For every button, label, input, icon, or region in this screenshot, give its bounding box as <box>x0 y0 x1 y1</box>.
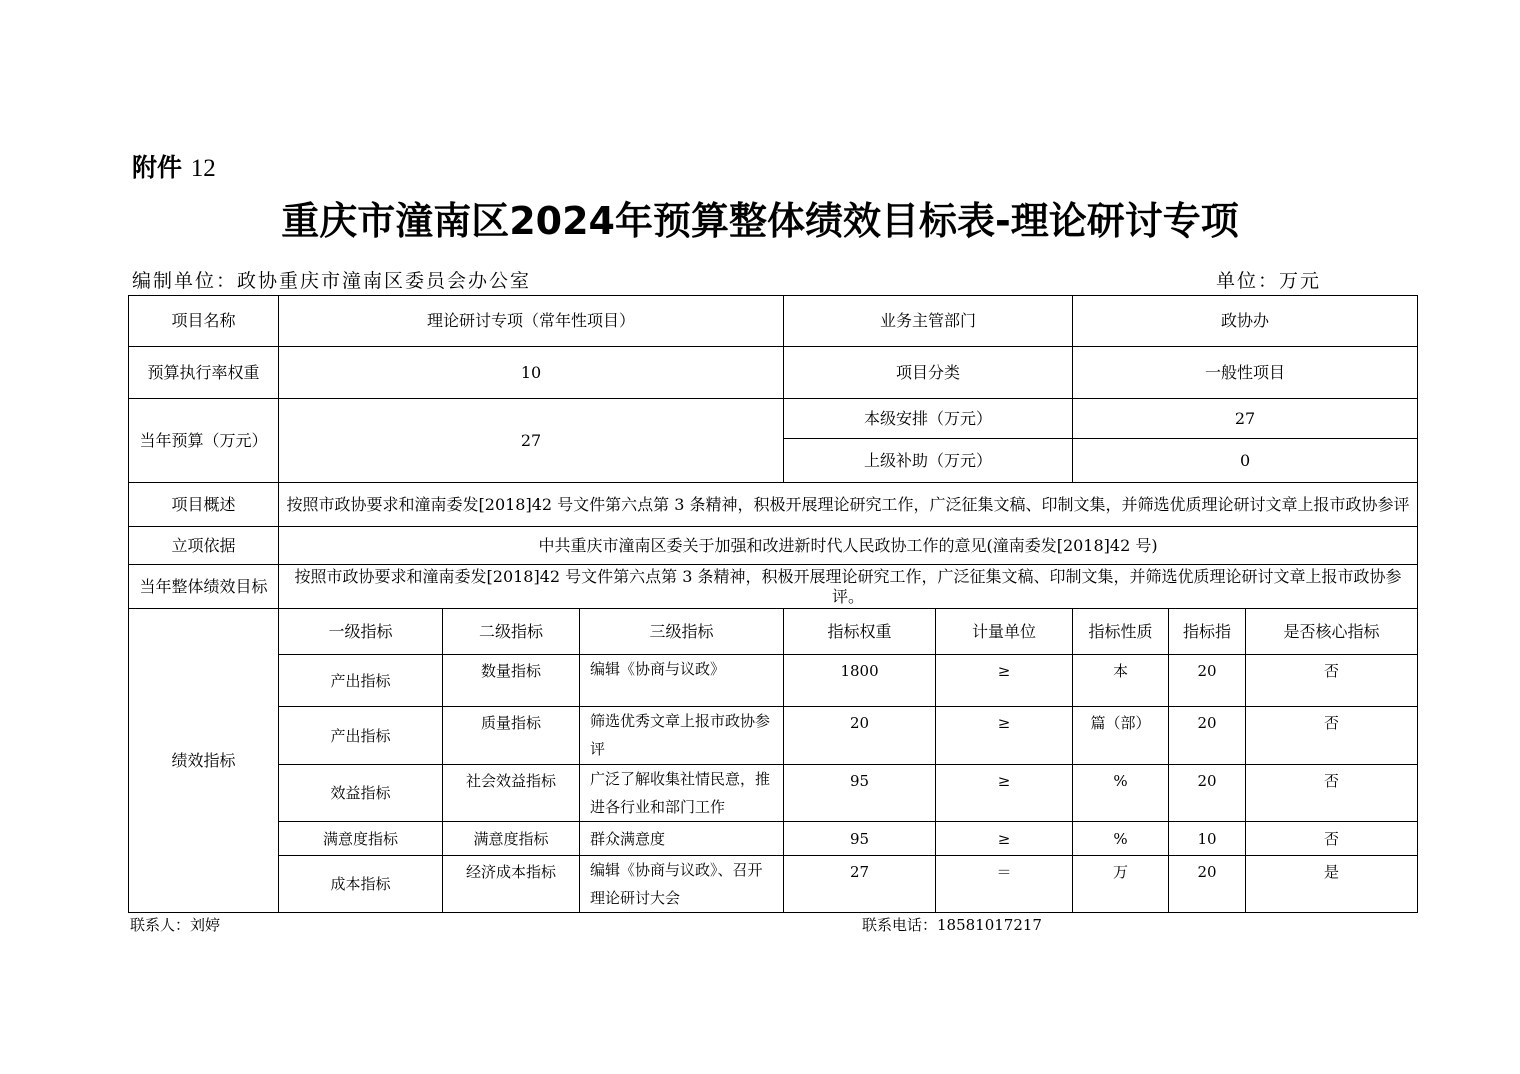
indicator-value: 20 <box>1169 655 1246 707</box>
dept-label: 业务主管部门 <box>784 296 1073 347</box>
l1-indicator: 满意度指标 <box>279 822 443 856</box>
superior-value: 0 <box>1073 439 1418 483</box>
perf-header: 计量单位 <box>936 609 1073 655</box>
perf-header: 指标权重 <box>784 609 936 655</box>
indicator-nature: 本 <box>1073 655 1169 707</box>
perf-header: 指标指 <box>1169 609 1246 655</box>
l2-indicator: 质量指标 <box>443 707 580 765</box>
l2-indicator: 满意度指标 <box>443 822 580 856</box>
table-row <box>129 707 1418 765</box>
perf-header: 三级指标 <box>580 609 784 655</box>
l1-indicator: 产出指标 <box>279 707 443 765</box>
table-row <box>129 856 1418 913</box>
indicator-weight: 27 <box>784 856 936 913</box>
l2-indicator: 数量指标 <box>443 655 580 707</box>
goal-label: 当年整体绩效目标 <box>129 565 279 609</box>
measure-unit: ≥ <box>936 822 1073 856</box>
perf-header: 二级指标 <box>443 609 580 655</box>
indicator-nature: 万 <box>1073 856 1169 913</box>
measure-unit: ≥ <box>936 707 1073 765</box>
core-indicator: 否 <box>1246 655 1418 707</box>
indicator-value: 20 <box>1169 765 1246 822</box>
basis-value: 中共重庆市潼南区委关于加强和改进新时代人民政协工作的意见(潼南委发[2018]42 号) <box>279 527 1418 565</box>
core-indicator: 否 <box>1246 765 1418 822</box>
goal-value: 按照市政协要求和潼南委发[2018]42 号文件第六点第 3 条精神，积极开展理论研究工作，广泛征集文稿、印制文集，并筛选优质理论研讨文章上报市政协参评。 <box>279 565 1418 609</box>
l3-indicator: 群众满意度 <box>580 822 784 856</box>
indicator-nature: % <box>1073 822 1169 856</box>
superior-label: 上级补助（万元） <box>784 439 1073 483</box>
table-row <box>129 655 1418 707</box>
overview-value: 按照市政协要求和潼南委发[2018]42 号文件第六点第 3 条精神，积极开展理论研究工作，广泛征集文稿、印制文集，并筛选优质理论研讨文章上报市政协参评 <box>279 483 1418 527</box>
annex-label: 附件 12 <box>132 153 216 182</box>
core-indicator: 否 <box>1246 822 1418 856</box>
l3-indicator: 编辑《协商与议政》、召开理论研讨大会 <box>580 856 784 913</box>
project-name-label: 项目名称 <box>129 296 279 347</box>
budget-weight-value: 10 <box>279 347 784 399</box>
project-name-value: 理论研讨专项（常年性项目） <box>279 296 784 347</box>
indicator-value: 20 <box>1169 707 1246 765</box>
contact-phone: 联系电话：18581017217 <box>862 916 1042 934</box>
indicator-nature: % <box>1073 765 1169 822</box>
category-label: 项目分类 <box>784 347 1073 399</box>
currency-unit: 单位：万元 <box>1216 270 1322 292</box>
l3-indicator: 筛选优秀文章上报市政协参评 <box>580 707 784 765</box>
indicator-weight: 20 <box>784 707 936 765</box>
l1-indicator: 成本指标 <box>279 856 443 913</box>
perf-header: 是否核心指标 <box>1246 609 1418 655</box>
measure-unit: ＝ <box>936 856 1073 913</box>
indicator-weight: 1800 <box>784 655 936 707</box>
l2-indicator: 经济成本指标 <box>443 856 580 913</box>
measure-unit: ≥ <box>936 765 1073 822</box>
table-row <box>129 822 1418 856</box>
indicator-nature: 篇（部） <box>1073 707 1169 765</box>
l1-indicator: 效益指标 <box>279 765 443 822</box>
perf-header: 指标性质 <box>1073 609 1169 655</box>
compiling-unit: 编制单位：政协重庆市潼南区委员会办公室 <box>132 270 532 292</box>
measure-unit: ≥ <box>936 655 1073 707</box>
budget-value: 27 <box>279 399 784 483</box>
local-value: 27 <box>1073 399 1418 439</box>
indicator-weight: 95 <box>784 765 936 822</box>
indicator-weight: 95 <box>784 822 936 856</box>
contact-person: 联系人：刘婷 <box>130 916 221 934</box>
budget-label: 当年预算（万元） <box>129 399 279 483</box>
dept-value: 政协办 <box>1073 296 1418 347</box>
category-value: 一般性项目 <box>1073 347 1418 399</box>
perf-header: 一级指标 <box>279 609 443 655</box>
core-indicator: 否 <box>1246 707 1418 765</box>
core-indicator: 是 <box>1246 856 1418 913</box>
perf-label: 绩效指标 <box>129 609 279 913</box>
l3-indicator: 编辑《协商与议政》 <box>580 655 784 707</box>
page-title: 重庆市潼南区2024年预算整体绩效目标表-理论研讨专项 <box>281 199 1239 243</box>
basis-label: 立项依据 <box>129 527 279 565</box>
l3-indicator: 广泛了解收集社情民意，推进各行业和部门工作 <box>580 765 784 822</box>
budget-weight-label: 预算执行率权重 <box>129 347 279 399</box>
local-label: 本级安排（万元） <box>784 399 1073 439</box>
indicator-value: 10 <box>1169 822 1246 856</box>
l2-indicator: 社会效益指标 <box>443 765 580 822</box>
indicator-value: 20 <box>1169 856 1246 913</box>
overview-label: 项目概述 <box>129 483 279 527</box>
table-row <box>129 765 1418 822</box>
l1-indicator: 产出指标 <box>279 655 443 707</box>
performance-table <box>128 295 1418 913</box>
